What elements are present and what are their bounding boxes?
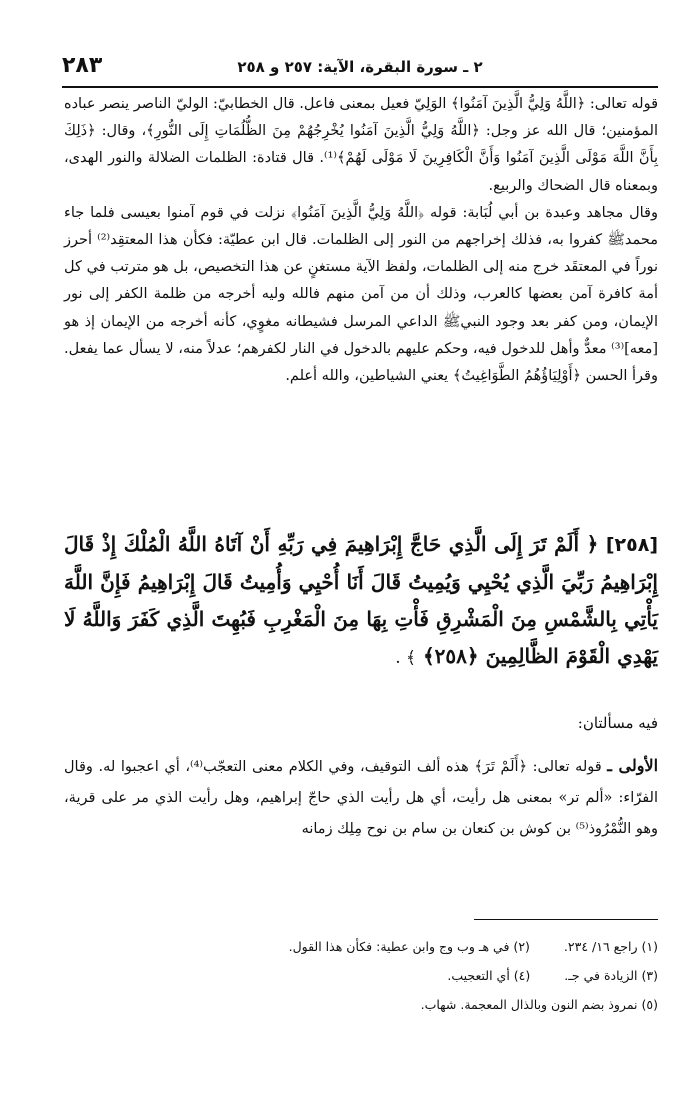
commentary-paragraph: وقال مجاهد وعبدة بن أبي لُبَابة: قوله ﴿اللَّهُ وَلِيُّ الَّذِينَ آمَنُوا﴾ نزلت في قوم آمنوا بعيسى فلما جاء محمدﷺ كفروا به، فذلك إخراجهم من النور إلى الظلمات. قال ابن عطيّة: فكأن هذا المعتقِد⁽²⁾ أحرز نوراً في المعتقَد خرج منه إلى الظلمات، ولفظ الآية مستغنٍ عن هذا التخصيص، بل هو مترتب في كل أمة كافرة آمن بعضها كالعرب، وذلك أن من آمن منهم فالله وليه أخرجه من ظلمة الكفر إلى نور الإيمان، ومن كفر بعد وجود النبيﷺ الداعي المرسل فشيطانه مغوٍي، كأنه أخرجه من الإيمان إذ هو [معه]⁽³⁾ معدٌّ وأهل للدخول فيه، وحكم عليهم بالدخول في النار لكفرهم؛ عدلاً منه، لا يسأل عما يفعل. وقرأ الحسن ﴿أَوْلِيَاؤُهُمُ الطَّوَاغِيتُ﴾ يعني الشياطين، والله أعلم. — [64, 204, 659, 385]
verse-text: ﴿ أَلَمْ تَرَ إِلَى الَّذِي حَاجَّ إِبْرَاهِيمَ فِي رَبِّهِ أَنْ آتَاهُ اللَّهُ الْمُلْكَ إِذْ قَالَ إِبْرَاهِيمُ رَبِّيَ الَّذِي يُحْيِي وَيُمِيتُ قَالَ أَنَا أُحْيِي وَأُمِيتُ قَالَ إِبْرَاهِيمُ فَإِنَّ اللَّهَ يَأْتِي بِالشَّمْسِ مِنَ الْمَشْرِقِ فَأْتِ بِهَا مِنَ الْمَغْرِبِ فَبُهِتَ الَّذِي كَفَرَ وَاللَّهُ لَا يَهْدِي الْقَوْمَ الظَّالِمِينَ ﴿٢٥٨﴾ — [64, 532, 658, 668]
commentary-paragraph: قوله تعالى: ﴿اللَّهُ وَلِيُّ الَّذِينَ آمَنُوا﴾ الوَلِيّ فعيل بمعنى فاعل. قال الخطابيّ: الوليّ الناصر ينصر عباده المؤمنين؛ قال الله عز وجل: ﴿اللَّهُ وَلِيُّ الَّذِينَ آمَنُوا يُخْرِجُهُمْ مِنَ الظُّلُمَاتِ إِلَى النُّورِ﴾، وقال: ﴿ذَلِكَ بِأَنَّ اللَّهَ مَوْلَى الَّذِينَ آمَنُوا وَأَنَّ الْكَافِرِينَ لَا مَوْلَى لَهُمْ﴾⁽¹⁾. قال قتادة: الظلمات الضلالة والنور الهدى، وبمعناه قال الضحاك والربيع. — [64, 96, 658, 194]
footnotes — [64, 932, 658, 1019]
footnote-1: (١) راجع ١٦/ ٢٣٤. — [563, 939, 658, 954]
footnote-4: (٤) أي التعجيب. — [447, 968, 531, 983]
first-issue-lead: الأولى ـ — [607, 756, 659, 775]
issues-heading: فيه مسألتان: — [577, 714, 658, 732]
running-title: ٢ ـ سورة البقرة، الآية: ٢٥٧ و ٢٥٨ — [237, 58, 483, 76]
verse-end-mark: ﴾ . — [395, 648, 416, 668]
first-issue-text: قوله تعالى: ﴿أَلَمْ تَرَ﴾ هذه ألف التوقيف، وفي الكلام معنى التعجّب⁽⁴⁾، أي اعجبوا له. وقال الفرّاء: «ألم تر» بمعنى هل رأيت، أي هل رأيت الذي حاجّ إبراهيم، وهل رأيت الذي مر على قرية، وهو النُّمْرُوذ⁽⁵⁾ بن كوش بن كنعان بن سام بن نوح مِلِك زمانه — [64, 759, 658, 837]
footnote-2: (٢) في هـ وب وج وابن عطية: فكأن هذا القول. — [288, 939, 530, 954]
verse-number: [٢٥٨] — [605, 534, 659, 556]
commentary-text — [64, 91, 658, 390]
footnote-5: (٥) نمروذ بضم النون وبالذال المعجمة. شهاب. — [420, 997, 658, 1012]
footnote-row — [64, 990, 658, 1019]
footnote-row — [64, 932, 658, 961]
running-header — [62, 52, 658, 88]
first-issue — [64, 750, 658, 845]
footnote-row — [64, 961, 658, 990]
page-number: ٢٨٣ — [62, 53, 103, 78]
footnote-divider — [474, 919, 658, 920]
quran-verse — [64, 526, 658, 677]
footnote-3: (٣) الزيادة في جـ. — [564, 968, 658, 983]
